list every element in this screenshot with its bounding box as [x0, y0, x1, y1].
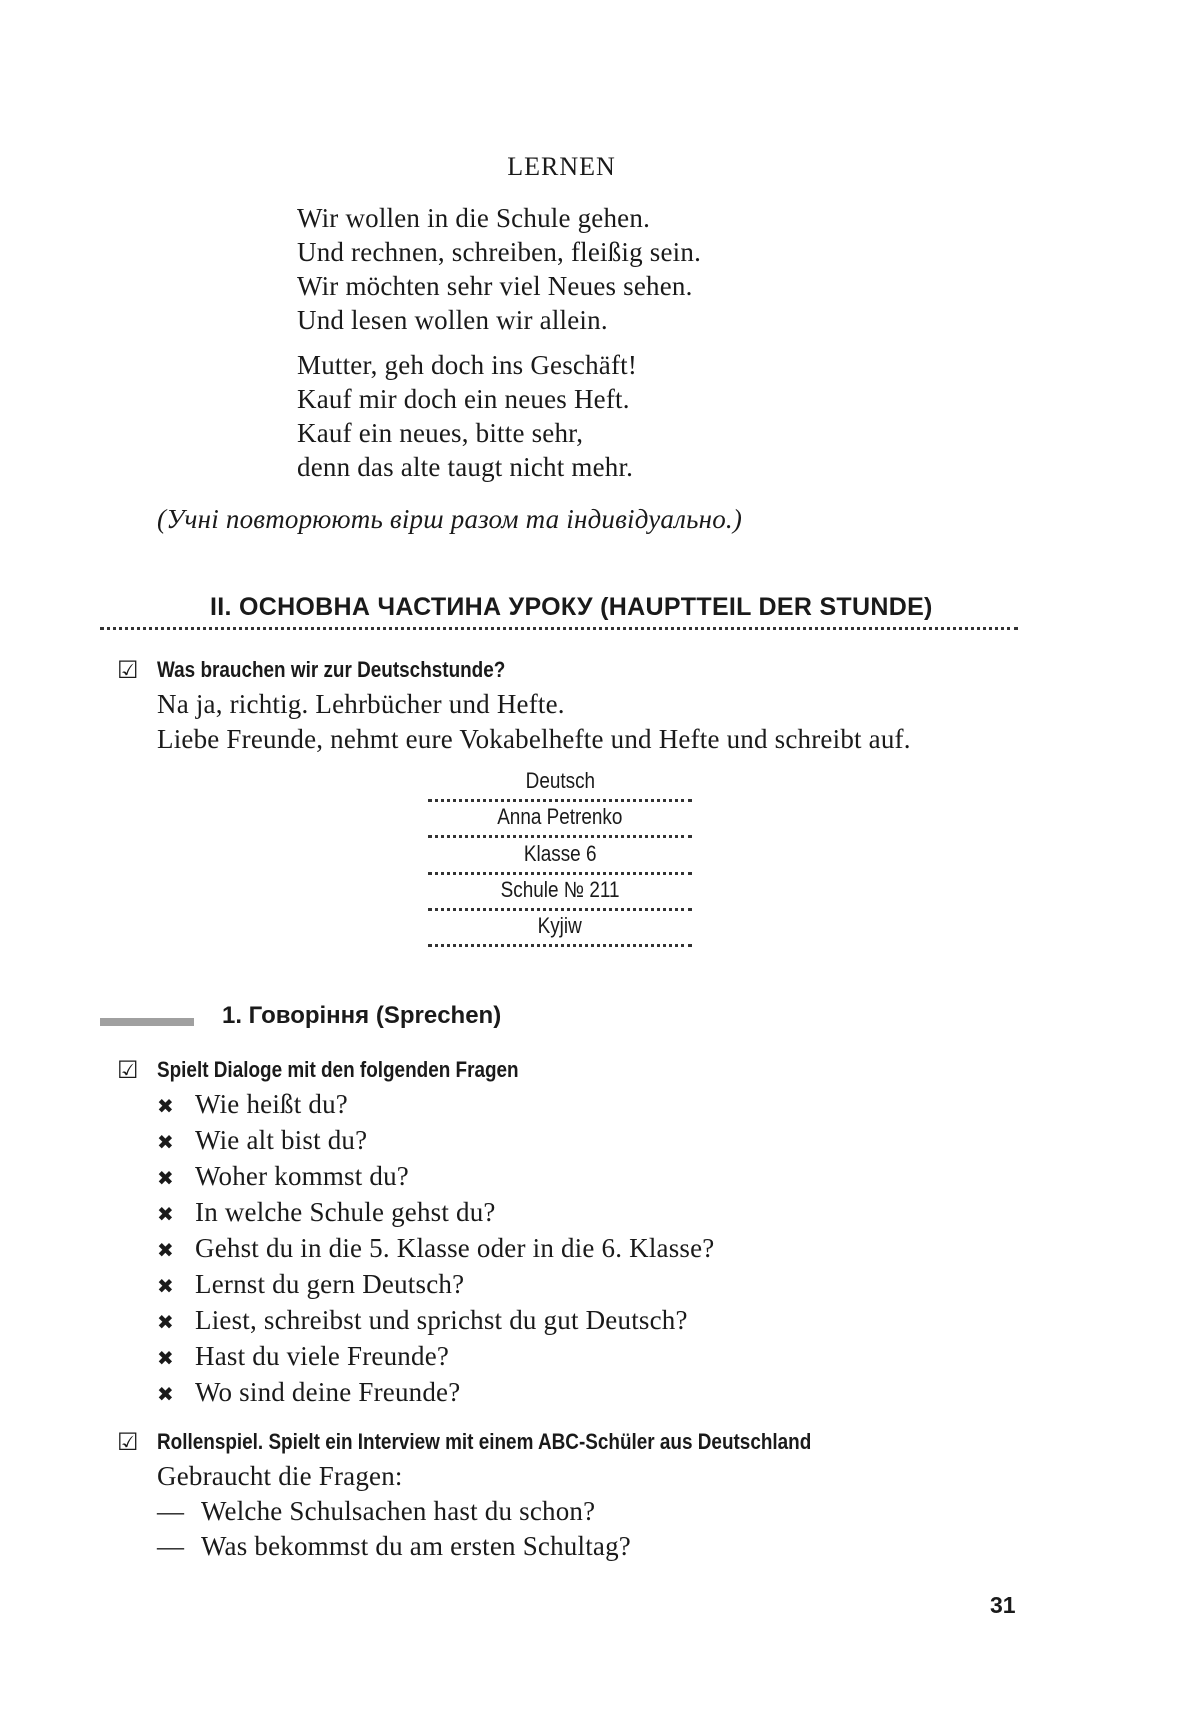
question-text: Liest, schreibst und sprichst du gut Deutsch? [195, 1305, 688, 1335]
cross-bullet-icon: ✖ [157, 1094, 174, 1118]
poem-line: Wir wollen in die Schule gehen. [297, 203, 651, 233]
notebook-label-text: Anna Petrenko [497, 804, 623, 829]
cross-bullet-icon: ✖ [157, 1346, 174, 1370]
subsection-heading: 1. Говоріння (Sprechen) [222, 1002, 502, 1029]
poem-line: Kauf mir doch ein neues Heft. [297, 384, 630, 414]
task-line: Liebe Freunde, nehmt eure Vokabelhefte und Hefte und schreibt auf. [157, 724, 911, 754]
dotted-line [428, 872, 692, 875]
poem-line: Kauf ein neues, bitte sehr, [297, 418, 584, 448]
question-text: In welche Schule gehst du? [195, 1197, 496, 1227]
notebook-label-text: Schule № 211 [500, 877, 620, 902]
notebook-label-text: Kyjiw [537, 913, 583, 938]
list-item [157, 1303, 715, 1339]
poem-note: (Учні повторюють вірш разом та індивідуально.) [157, 504, 743, 534]
list-item [157, 1159, 715, 1195]
question-text: Gehst du in die 5. Klasse oder in die 6. Klasse? [195, 1233, 715, 1263]
poem-stanza-2 [297, 348, 637, 484]
dotted-line [428, 908, 692, 911]
task-question: Was brauchen wir zur Deutschstunde? [157, 657, 506, 682]
dialogue-line [157, 1494, 595, 1528]
cross-bullet-icon: ✖ [157, 1238, 174, 1262]
question-text: Welche Schulsachen hast du schon? [201, 1496, 596, 1526]
checkbox-icon: ☑ [117, 656, 139, 684]
section-divider [100, 627, 1018, 630]
poem-stanza-1 [297, 201, 701, 337]
task-title: Rollenspiel. Spielt ein Interview mit einem ABC-Schüler aus Deutschland [157, 1429, 812, 1454]
question-text: Woher kommst du? [195, 1161, 409, 1191]
notebook-label-subject [428, 768, 692, 798]
poem-line: Und rechnen, schreiben, fleißig sein. [297, 237, 702, 267]
cross-bullet-icon: ✖ [157, 1130, 174, 1154]
subsection-marker [100, 1018, 194, 1026]
notebook-label-name [428, 804, 692, 834]
poem-title: LERNEN [507, 152, 616, 181]
dotted-line [428, 799, 692, 802]
dash-icon: — [157, 1531, 185, 1561]
dash-icon: — [157, 1496, 185, 1526]
task-intro: Gebraucht die Fragen: [157, 1461, 403, 1491]
notebook-label-city [428, 913, 692, 943]
question-text: Wie alt bist du? [195, 1125, 368, 1155]
task-title: Spielt Dialoge mit den folgenden Fragen [157, 1057, 519, 1082]
poem-line: Wir möchten sehr viel Neues sehen. [297, 271, 693, 301]
notebook-label-text: Deutsch [525, 768, 595, 793]
question-text: Was bekommst du am ersten Schultag? [201, 1531, 631, 1561]
cross-bullet-icon: ✖ [157, 1310, 174, 1334]
notebook-label-school [428, 877, 692, 907]
checkbox-icon: ☑ [117, 1428, 139, 1456]
notebook-label-text: Klasse 6 [523, 841, 597, 866]
poem-line: Und lesen wollen wir allein. [297, 305, 608, 335]
question-text: Wie heißt du? [195, 1089, 348, 1119]
dialogue-line [157, 1529, 631, 1563]
notebook-label-class [428, 841, 692, 871]
cross-bullet-icon: ✖ [157, 1382, 174, 1406]
question-list [157, 1087, 715, 1411]
cross-bullet-icon: ✖ [157, 1166, 174, 1190]
cross-bullet-icon: ✖ [157, 1202, 174, 1226]
question-text: Wo sind deine Freunde? [195, 1377, 461, 1407]
dotted-line [428, 835, 692, 838]
page-number: 31 [990, 1592, 1016, 1618]
list-item [157, 1087, 715, 1123]
question-text: Lernst du gern Deutsch? [195, 1269, 465, 1299]
list-item [157, 1231, 715, 1267]
list-item [157, 1375, 715, 1411]
list-item [157, 1123, 715, 1159]
question-text: Hast du viele Freunde? [195, 1341, 450, 1371]
list-item [157, 1195, 715, 1231]
poem-line: denn das alte taugt nicht mehr. [297, 452, 634, 482]
list-item [157, 1339, 715, 1375]
dotted-line [428, 944, 692, 947]
list-item [157, 1267, 715, 1303]
cross-bullet-icon: ✖ [157, 1274, 174, 1298]
checkbox-icon: ☑ [117, 1056, 139, 1084]
poem-line: Mutter, geh doch ins Geschäft! [297, 350, 638, 380]
section-heading: II. ОСНОВНА ЧАСТИНА УРОКУ (HAUPTTEIL DER STUNDE) [210, 593, 933, 621]
task-line: Na ja, richtig. Lehrbücher und Hefte. [157, 689, 565, 719]
